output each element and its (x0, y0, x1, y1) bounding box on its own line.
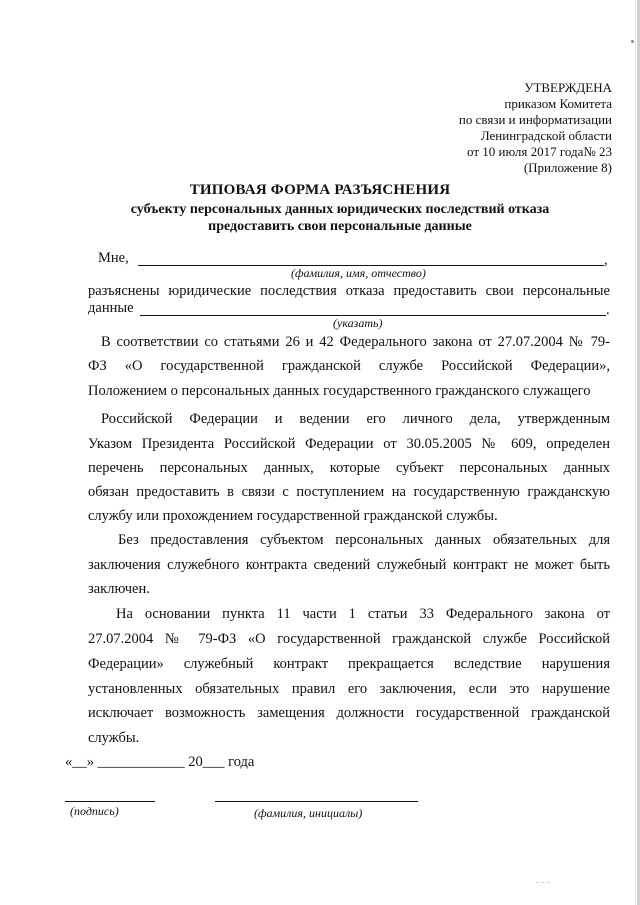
paragraph-1-line: Положением о персональных данных государственного гражданского служащего (88, 383, 591, 399)
date-line (65, 754, 254, 771)
scan-dot (631, 40, 634, 43)
date-open-quote: « (65, 754, 73, 770)
date-day-field[interactable]: __ (72, 754, 87, 770)
paragraph-4-line: Федерации» служебный контракт прекращается вследствие нарушения (88, 656, 610, 672)
scan-mark (536, 882, 550, 884)
approval-line: приказом Комитета (504, 96, 612, 111)
paragraph-4-line: исключает возможность замещения должности государственной гражданской (88, 705, 610, 721)
subtitle-line: предоставить свои персональные данные (208, 219, 472, 234)
paragraph-3-line: Без предоставления субъектом персональных данных обязательных для (118, 532, 610, 548)
name-initials-field[interactable] (215, 801, 418, 802)
signature-field[interactable] (65, 801, 155, 802)
approval-line: Ленинградской области (480, 128, 612, 143)
paragraph-2-line: обязан предоставить в связи с поступлением на государственную гражданскую (88, 484, 610, 500)
date-suffix: года (228, 754, 255, 770)
paragraph-2-line: Указом Президента Российской Федерации от 30.05.2005 № 609, определен (88, 436, 610, 452)
approval-line: (Приложение 8) (523, 160, 612, 175)
paragraph-1-line: ФЗ «О государственной гражданской службе Российской Федерации», (88, 358, 610, 374)
me-end-comma: , (604, 252, 608, 268)
approval-block (459, 80, 612, 176)
subtitle-line: субъекту персональных данных юридических последствий отказа (130, 202, 550, 217)
approval-line: по связи и информатизации (458, 112, 612, 127)
paragraph-1-line: В соответствии со статьями 26 и 42 Федерального закона от 27.07.2004 № 79- (101, 334, 610, 350)
full-name-hint: (фамилия, имя, отчество) (291, 266, 426, 280)
name-initials-hint: (фамилия, инициалы) (254, 806, 363, 820)
paragraph-4-line: На основании пункта 11 части 1 статьи 33 Федерального закона от (116, 606, 610, 622)
paragraph-4-line: установленных обязательных правил его заключения, если это нарушение (88, 681, 610, 697)
approval-line: от 10 июля 2017 года№ 23 (467, 144, 612, 159)
date-close-quote: » (86, 754, 94, 770)
date-year-field[interactable]: ___ (202, 754, 225, 770)
data-specify-hint: (указать) (333, 316, 383, 330)
date-month-field[interactable]: ____________ (97, 754, 185, 770)
signature-hint: (подпись) (70, 804, 119, 818)
data-label: данные (88, 300, 134, 316)
scan-edge-inner (635, 0, 636, 905)
date-year-prefix: 20 (188, 754, 203, 770)
paragraph-3-line: заключения служебного контракта сведений служебный контракт не может быть (88, 557, 610, 573)
approval-line: УТВЕРЖДЕНА (524, 80, 612, 95)
paragraph-4-line: 27.07.2004 № 79-ФЗ «О государственной гражданской службе Российской (88, 631, 610, 647)
paragraph-2-line: Российской Федерации и ведении его личного дела, утвержденным (101, 411, 610, 427)
me-label: Мне, (98, 250, 129, 266)
document-subtitle (80, 201, 600, 235)
document-title: ТИПОВАЯ ФОРМА РАЗЪЯСНЕНИЯ (189, 182, 451, 198)
explained-line: разъяснены юридические последствия отказа предоставить свои персональные (88, 283, 610, 299)
data-end-dot: . (606, 302, 610, 318)
paragraph-2-line: перечень персональных данных, которые субъект персональных данных (88, 460, 610, 476)
paragraph-3-line: заключен. (88, 581, 150, 597)
paragraph-2-line: службу или прохождением государственной гражданской службы. (88, 508, 498, 524)
paragraph-4-line: службы. (88, 730, 140, 746)
